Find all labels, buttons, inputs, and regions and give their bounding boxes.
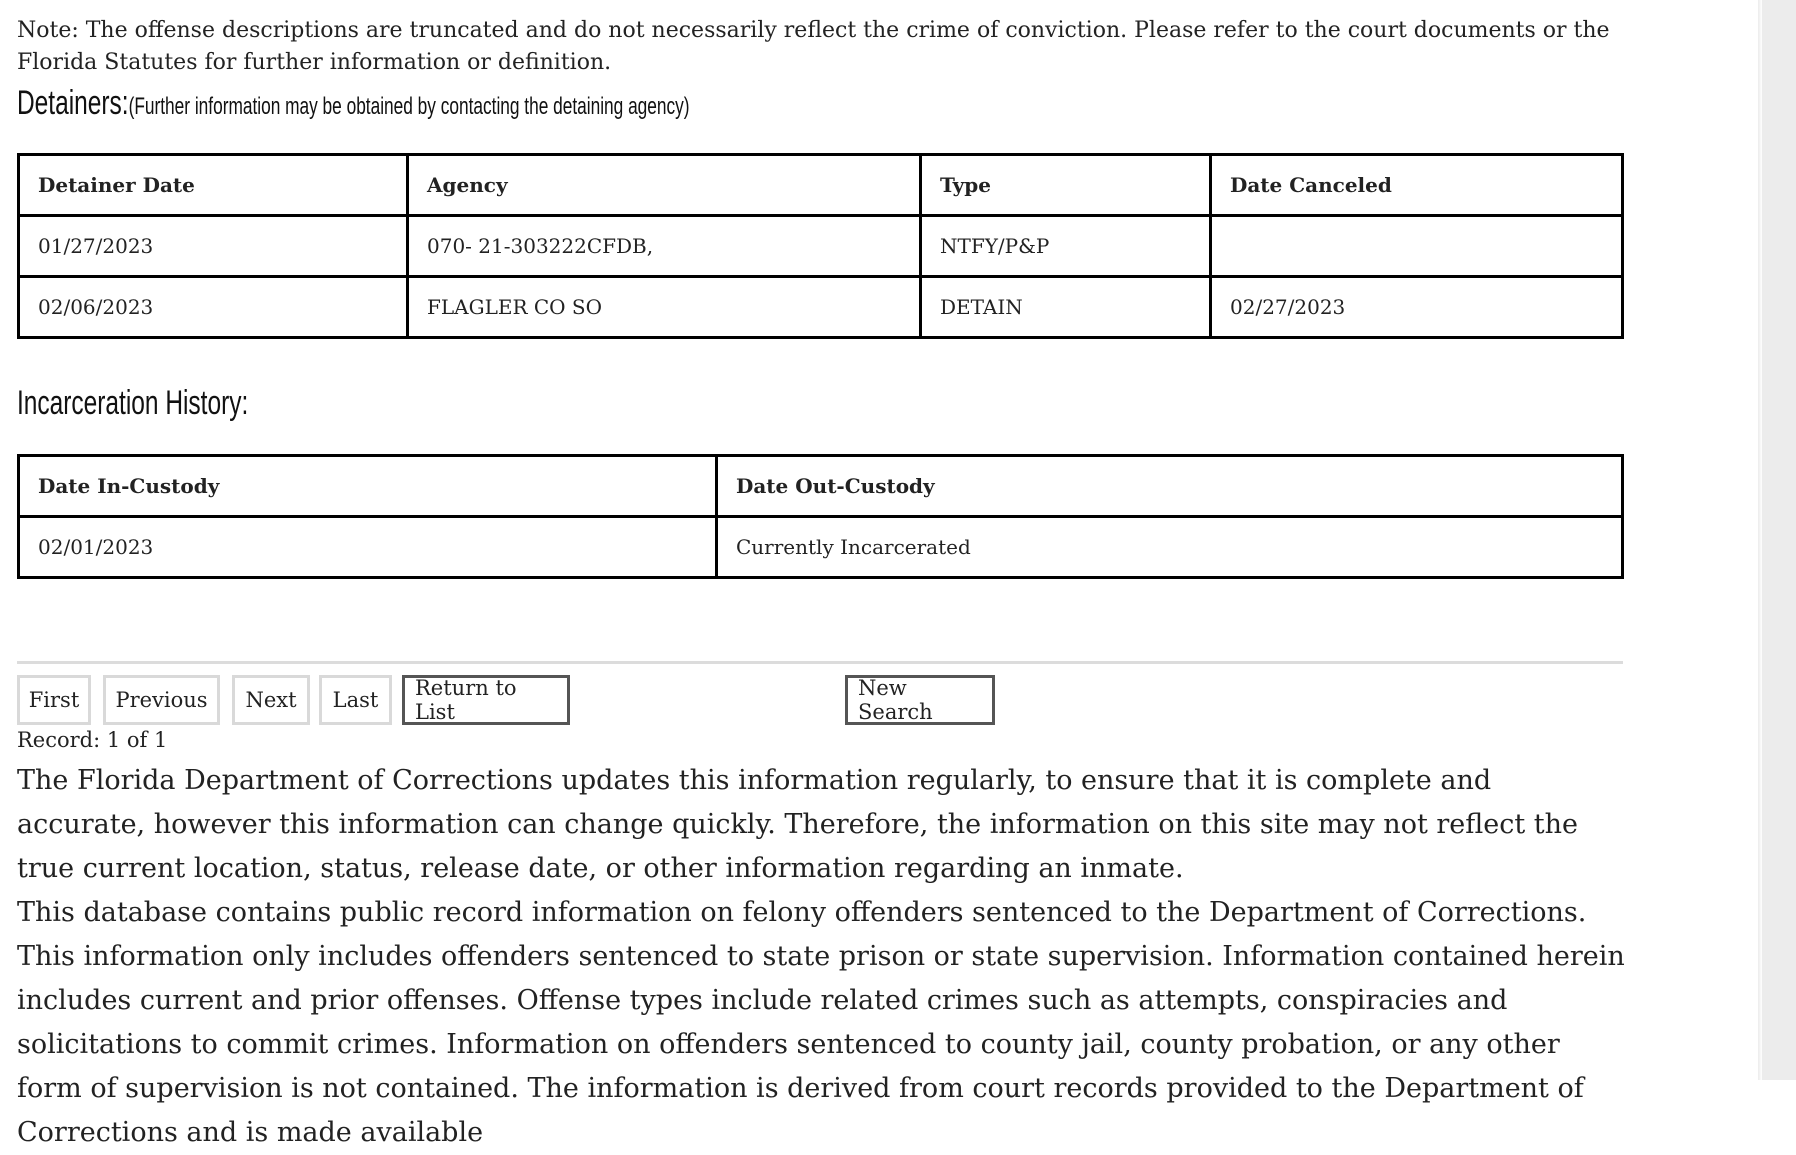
column-header: Date In-Custody: [19, 456, 717, 517]
agency-cell: FLAGLER CO SO: [408, 277, 921, 338]
table-row: [19, 216, 1623, 277]
column-header: Type: [921, 155, 1211, 216]
window-top-edge: [0, 0, 1796, 3]
scrollbar-track[interactable]: [1762, 0, 1796, 1080]
offense-note: Note: The offense descriptions are truncated and do not necessarily reflect the crime of conviction. Please refer to the court documents or the Florida Statutes for further information or definition.: [17, 18, 1610, 75]
table-row: [19, 277, 1623, 338]
date-canceled-cell: [1211, 216, 1623, 277]
date-in-custody-cell: 02/01/2023: [19, 517, 717, 578]
detainers-heading: [17, 84, 690, 123]
detainer-date-cell: 01/27/2023: [19, 216, 408, 277]
column-header: Date Canceled: [1211, 155, 1623, 216]
section-divider: [17, 661, 1623, 664]
date-out-custody-cell: Currently Incarcerated: [717, 517, 1623, 578]
new-search-button[interactable]: New Search: [845, 675, 995, 725]
first-button[interactable]: First: [17, 675, 91, 725]
disclaimer-paragraph: The Florida Department of Corrections updates this information regularly, to ensure that it is complete and accurate, however this information can change quickly. Therefore, the information on this site may not reflect the true current location, status, release date, or other information regarding an inmate.: [17, 765, 1579, 884]
previous-button[interactable]: Previous: [103, 675, 220, 725]
detainer-date-cell: 02/06/2023: [19, 277, 408, 338]
column-header: Agency: [408, 155, 921, 216]
type-cell: NTFY/P&P: [921, 216, 1211, 277]
type-cell: DETAIN: [921, 277, 1211, 338]
column-header: Detainer Date: [19, 155, 408, 216]
date-canceled-cell: 02/27/2023: [1211, 277, 1623, 338]
table-header-row: [19, 155, 1623, 216]
last-button[interactable]: Last: [319, 675, 392, 725]
detainers-subtitle: (Further information may be obtained by contacting the detaining agency): [128, 93, 690, 120]
incarceration-heading: Incarceration History:: [17, 384, 249, 422]
detainers-title: Detainers:: [17, 84, 129, 122]
incarceration-table: [17, 454, 1624, 579]
table-header-row: [19, 456, 1623, 517]
database-info-paragraph: This database contains public record information on felony offenders sentenced to the Department of Corrections. This information only includes offenders sentenced to state prison or state supervision. Information contained herein includes current and prior offenses. Offense types include related crimes such as attempts, conspiracies and solicitations to commit crimes. Information on offenders sentenced to county jail, county probation, or any other form of supervision is not contained. The information is derived from court records provided to the Department of Corrections and is made available: [17, 897, 1625, 1148]
return-to-list-button[interactable]: Return to List: [402, 675, 570, 725]
detainers-table: [17, 153, 1624, 339]
column-header: Date Out-Custody: [717, 456, 1623, 517]
next-button[interactable]: Next: [232, 675, 310, 725]
agency-cell: 070- 21-303222CFDB,: [408, 216, 921, 277]
record-counter: Record: 1 of 1: [17, 728, 168, 752]
table-row: [19, 517, 1623, 578]
